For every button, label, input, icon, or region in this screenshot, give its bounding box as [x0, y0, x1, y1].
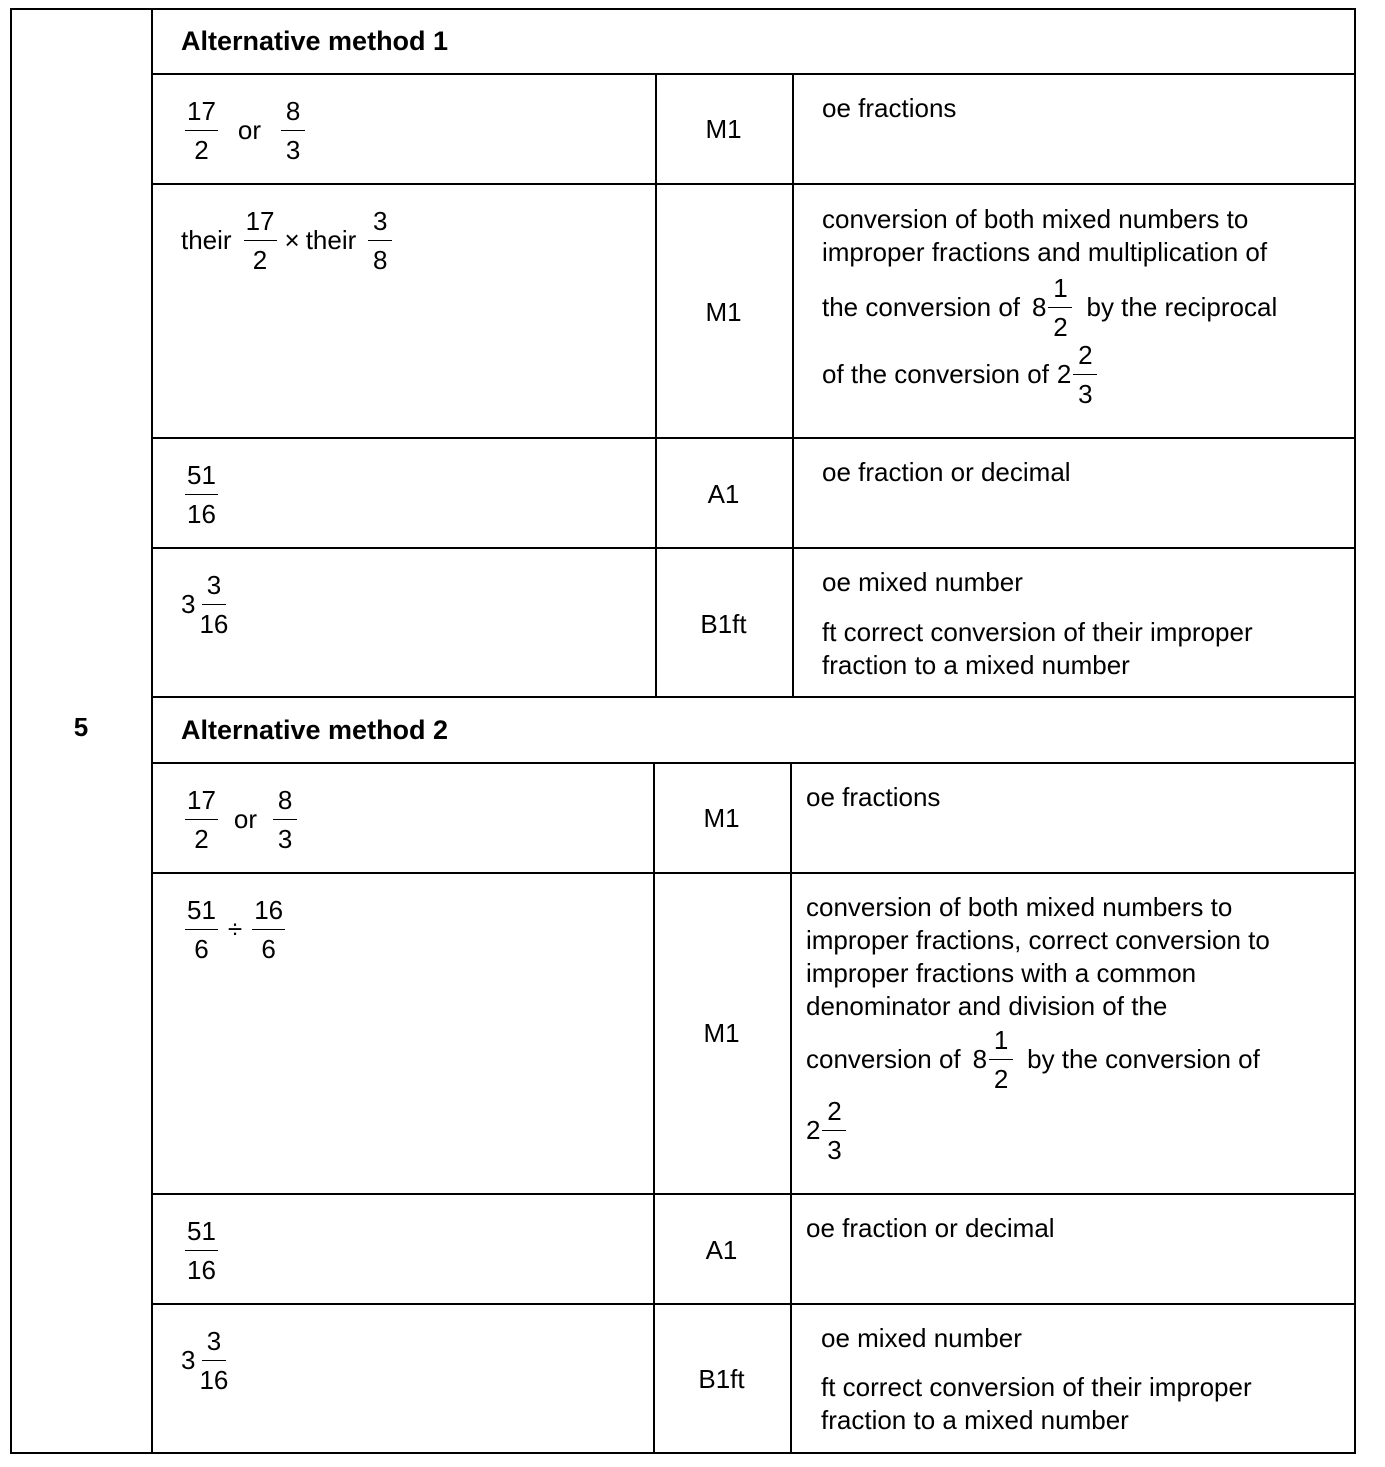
fraction: $\frac{51}{6}$ — [187, 894, 216, 964]
mark-code: M1 — [703, 803, 740, 833]
fraction: $\frac{3}{16}$ — [199, 569, 229, 639]
fraction: $\frac{3}{16}$ — [199, 1325, 229, 1395]
mark-code: A1 — [705, 1235, 738, 1265]
mark-code: M1 — [705, 114, 742, 144]
row-divider — [151, 696, 1356, 698]
fraction: $\frac{8}{3}$ — [273, 787, 297, 852]
fraction: $\frac{8}{3}$ — [281, 98, 305, 163]
fraction: $\frac{51}{16}$ — [187, 459, 216, 529]
column-divider — [655, 73, 657, 697]
row-divider — [151, 1193, 1356, 1195]
answer-mixed-number: 3 $\frac{3}{16}$ — [181, 1325, 229, 1395]
answer-working: $\frac{51}{6}$ ÷ $\frac{16}{6}$ — [187, 894, 284, 964]
column-divider — [790, 762, 792, 1454]
column-divider — [792, 73, 794, 697]
answer-fraction — [181, 459, 222, 529]
row-divider — [151, 1303, 1356, 1305]
comment: oe fractions — [806, 782, 941, 812]
fraction: $\frac{51}{16}$ — [187, 1215, 216, 1285]
comment: oe fractions — [822, 93, 957, 123]
row-divider — [151, 762, 1356, 764]
answer-fraction — [181, 1215, 222, 1285]
mark-code: M1 — [705, 297, 742, 327]
answer-working: their $\frac{17}{2}$ × their $\frac{3}{8}$ — [181, 205, 396, 275]
comment: conversion of both mixed numbers to improper fractions and multiplication of the conversion of 8 $\frac{1}{2}$ by the reciprocal of the conversion of 2 $\frac{2}{3}$ — [822, 204, 1278, 409]
table-border-bottom — [10, 1452, 1356, 1454]
row-divider — [151, 547, 1356, 549]
comment: conversion of both mixed numbers to improper fractions, correct conversion to improper fractions with a common denominator and division of the conversion of 8 $\frac{1}{2}$ by the conversion of 2 $\frac{2}{3}$ — [806, 892, 1270, 1165]
answer-mixed-number: 3 $\frac{3}{16}$ — [181, 569, 229, 639]
mark-code: M1 — [703, 1018, 740, 1048]
table-border-top — [10, 8, 1356, 10]
fraction: $\frac{17}{2}$ — [187, 95, 216, 165]
mark-code: B1ft — [700, 609, 747, 639]
answer-fractions: $\frac{17}{2}$ or $\frac{8}{3}$ — [181, 784, 301, 854]
row-divider — [151, 437, 1356, 439]
comment: oe fraction or decimal — [822, 457, 1071, 487]
question-number: 5 — [73, 712, 89, 742]
mark-code: A1 — [707, 479, 740, 509]
answer-fractions: $\frac{17}{2}$ or $\frac{8}{3}$ — [181, 95, 309, 165]
fraction: $\frac{17}{2}$ — [245, 205, 275, 275]
fraction: $\frac{3}{8}$ — [368, 208, 392, 273]
comment: oe mixed number ft correct conversion of their improper fraction to a mixed number — [822, 567, 1253, 680]
row-divider — [151, 183, 1356, 185]
table-border-right — [1354, 8, 1356, 1454]
comment: oe mixed number ft correct conversion of their improper fraction to a mixed number — [821, 1323, 1252, 1435]
row-divider — [151, 872, 1356, 874]
method-heading: Alternative method 1 — [181, 26, 449, 56]
mark-code: B1ft — [698, 1364, 745, 1394]
fraction: $\frac{16}{6}$ — [254, 894, 284, 964]
row-divider — [151, 73, 1356, 75]
method-heading: Alternative method 2 — [181, 715, 449, 745]
column-divider — [653, 762, 655, 1454]
comment: oe fraction or decimal — [806, 1213, 1055, 1243]
fraction: $\frac{17}{2}$ — [187, 784, 216, 854]
